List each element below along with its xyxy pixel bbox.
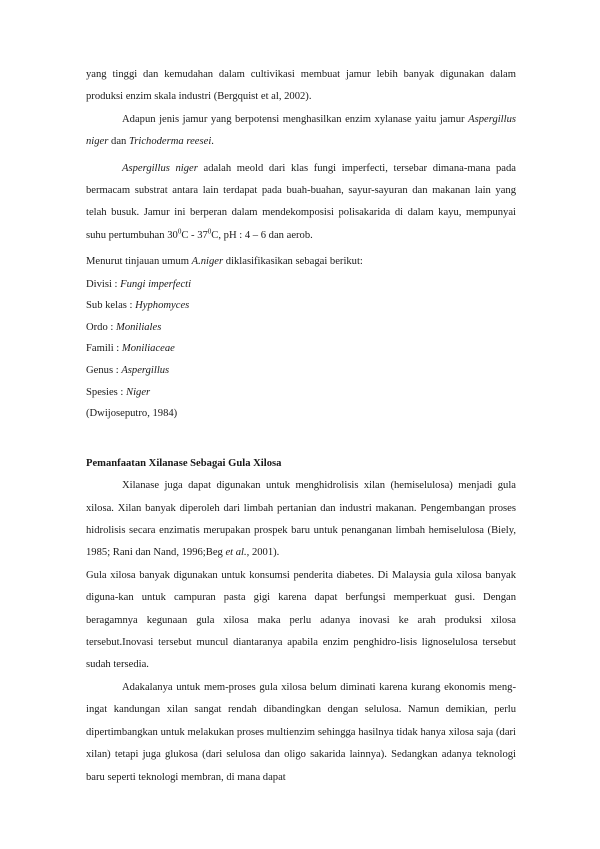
text-span: . <box>211 136 214 148</box>
text-span: Xilanase juga dapat digunakan untuk menghidrolisis xilan (hemiselulosa) menjadi gula xilosa. Xilan banyak diperoleh dari limbah pertanian dan industri makanan. Pengembangan proses hidrolisis secara enzimatis merupakan prospek baru untuk penanganan limbah hemiselulosa (Biely, 1985; Rani dan Nand, 1996;Beg <box>86 480 516 559</box>
text-span: adalah meold dari klas fungi imperfecti, tersebar dimana-mana pada bermacam substrat antara lain terdapat pada buah-buahan, sayur-sayuran dan makanan lain yang telah busuk. Jamur ini berperan dalam mendekomposisi polisakarida di dalam kayu, mempunyai suhu pertumbuhan 30 <box>86 162 516 241</box>
text-span: diklasifikasikan sebagai berikut: <box>223 256 363 268</box>
text-span: dan <box>108 136 129 148</box>
classification-item: Famili : Moniliaceae <box>86 343 175 355</box>
paragraph-cultivation: yang tinggi dan kemudahan dalam cultivikasi membuat jamur lebih banyak digunakan dalam produksi enzim skala industri (Bergquist et al, 2002). <box>86 69 516 103</box>
citation-etal: et al., <box>225 547 250 559</box>
degree-superscript: 0 <box>207 227 212 236</box>
paragraph-xilanase <box>86 475 516 565</box>
species-name: Aspergillus niger <box>86 113 516 148</box>
classification-source: (Dwijoseputro, 1984) <box>86 408 178 420</box>
text-span: Adapun jenis jamur yang berpotensi menghasilkan enzim xylanase yaitu jamur <box>122 113 469 125</box>
paragraph-classification-intro <box>86 251 516 273</box>
degree-superscript: 0 <box>177 227 182 236</box>
paragraph-xilosa-uses: Gula xilosa banyak digunakan untuk konsumsi penderita diabetes. Di Malaysia gula xilosa banyak digunа-kan untuk campuran pasta gigi karena dapat berfungsi memperkuat gusi. Dengan beragamnya kegunaan gula xilosa maka perlu adanya inovasi ke arah produksi xilosa tersebut.Inovasi tersebut muncul diantaranya apabila enzim penghidro-lisis lignoselulosa tersebut sudah tersedia. <box>86 569 516 671</box>
classification-item: Ordo : Moniliales <box>86 321 162 333</box>
paragraph-processing: Adakalanya untuk mem-proses gula xilosa belum diminati karena kurang ekonomis meng-ingat kandungan xilan sangat rendah dibandingkan dengan selulosa. Namun demikian, perlu dipertimbangkan untuk melakukan proses multienzim sehingga hasilnya tidak hanya xilosa saja (dari xilan) tetapi juga glukosa (dari selulosa dan oligo sakarida lainnya). Sedangkan adanya teknologi baru seperti teknologi membran, di mana dapat <box>86 681 516 783</box>
species-name: Aspergillus niger <box>122 162 198 174</box>
classification-list <box>86 274 516 425</box>
species-name: A.niger <box>191 256 224 268</box>
classification-item: Genus : Aspergillus <box>86 365 170 377</box>
text-span: C, pH : 4 – 6 dan aerob. <box>211 229 313 241</box>
text-span: C - 37 <box>181 229 208 241</box>
species-name: Trichoderma reesei <box>128 136 212 148</box>
paragraph-fungi-types <box>86 109 516 154</box>
text-span: 2001). <box>249 547 280 559</box>
classification-item: Divisi : Fungi imperfecti <box>86 278 192 290</box>
section-heading: Pemanfaatan Xilanase Sebagai Gula Xilosa <box>86 457 282 469</box>
classification-item: Sub kelas : Hyphomyces <box>86 300 190 312</box>
text-span: Menurut tinjauan umum <box>86 256 192 268</box>
paragraph-aspergillus <box>86 158 516 248</box>
classification-item: Spesies : Niger <box>86 386 151 398</box>
